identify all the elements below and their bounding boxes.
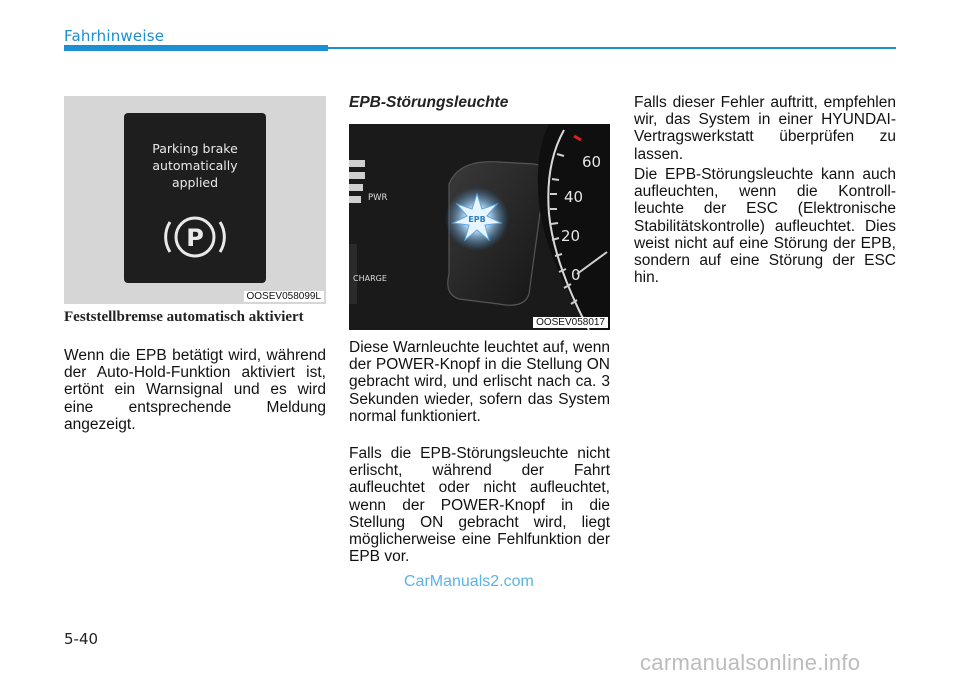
figure-code: OOSEV058099L bbox=[244, 291, 325, 302]
parking-brake-display-illustration bbox=[64, 96, 326, 304]
parking-brake-display-figure bbox=[64, 96, 326, 304]
right-paragraph-2: Die EPB-Störungsleuchte kann auch aufleuchten, wenn die Kontroll-leuchte der ESC (Elektronische Stabilitätskontrolle) aufleuchtet. Dies weist nicht auf eine Störung der EPB, sondern auf eine Störung der ESC hin. bbox=[634, 166, 896, 287]
instrument-cluster-illustration bbox=[349, 124, 610, 330]
speed-tick-20: 20 bbox=[561, 227, 581, 245]
middle-paragraph-2: Falls die EPB-Störungsleuchte nicht erlischt, während der Fahrt aufleuchtet oder nicht aufleuchtet, wenn der POWER-Knopf in die Stellung ON gebracht wird, liegt möglicherweise eine Fehlfunktion der EPB vor. bbox=[349, 445, 610, 566]
epb-label: EPB bbox=[468, 215, 486, 224]
left-heading: Feststellbremse automatisch aktiviert bbox=[64, 309, 304, 325]
display-line-3: applied bbox=[171, 175, 219, 190]
figure-code: OOSEV058017 bbox=[533, 317, 608, 328]
epb-warning-icon bbox=[445, 187, 509, 251]
right-paragraph-1: Falls dieser Fehler auftritt, empfehlen wir, das System in einer HYUNDAI-Vertragswerkstatt überprüfen zu lassen. bbox=[634, 94, 896, 163]
left-paragraph: Wenn die EPB betätigt wird, während der Auto-Hold-Funktion aktiviert ist, ertönt ein Warnsignal und es wird eine entsprechende Meldung angezeigt. bbox=[64, 347, 326, 433]
display-line-2: automatically bbox=[152, 158, 238, 173]
header-rule-thick bbox=[64, 45, 328, 51]
parking-brake-icon-letter: P bbox=[186, 224, 204, 252]
header-rule-thin bbox=[328, 47, 896, 49]
middle-paragraph-1: Diese Warnleuchte leuchtet auf, wenn der POWER-Knopf in die Stellung ON gebracht wird, und erlischt nach ca. 3 Sekunden wieder, sofern das System normal funktioniert. bbox=[349, 339, 610, 425]
pwr-label: PWR bbox=[368, 193, 388, 203]
middle-heading: EPB-Störungsleuchte bbox=[349, 94, 509, 111]
watermark-carmanualsonline[interactable]: carmanualsonline.info bbox=[640, 650, 861, 675]
watermark-carmanuals2[interactable]: CarManuals2.com bbox=[404, 573, 534, 590]
page-number: 5-40 bbox=[64, 630, 99, 648]
display-line-1: Parking brake bbox=[152, 141, 238, 156]
section-title: Fahrhinweise bbox=[64, 27, 165, 45]
speed-tick-60: 60 bbox=[582, 153, 602, 171]
instrument-cluster-figure bbox=[349, 124, 610, 330]
speed-tick-40: 40 bbox=[564, 188, 584, 206]
speed-tick-0: 0 bbox=[571, 266, 581, 284]
charge-label: CHARGE bbox=[353, 274, 387, 283]
